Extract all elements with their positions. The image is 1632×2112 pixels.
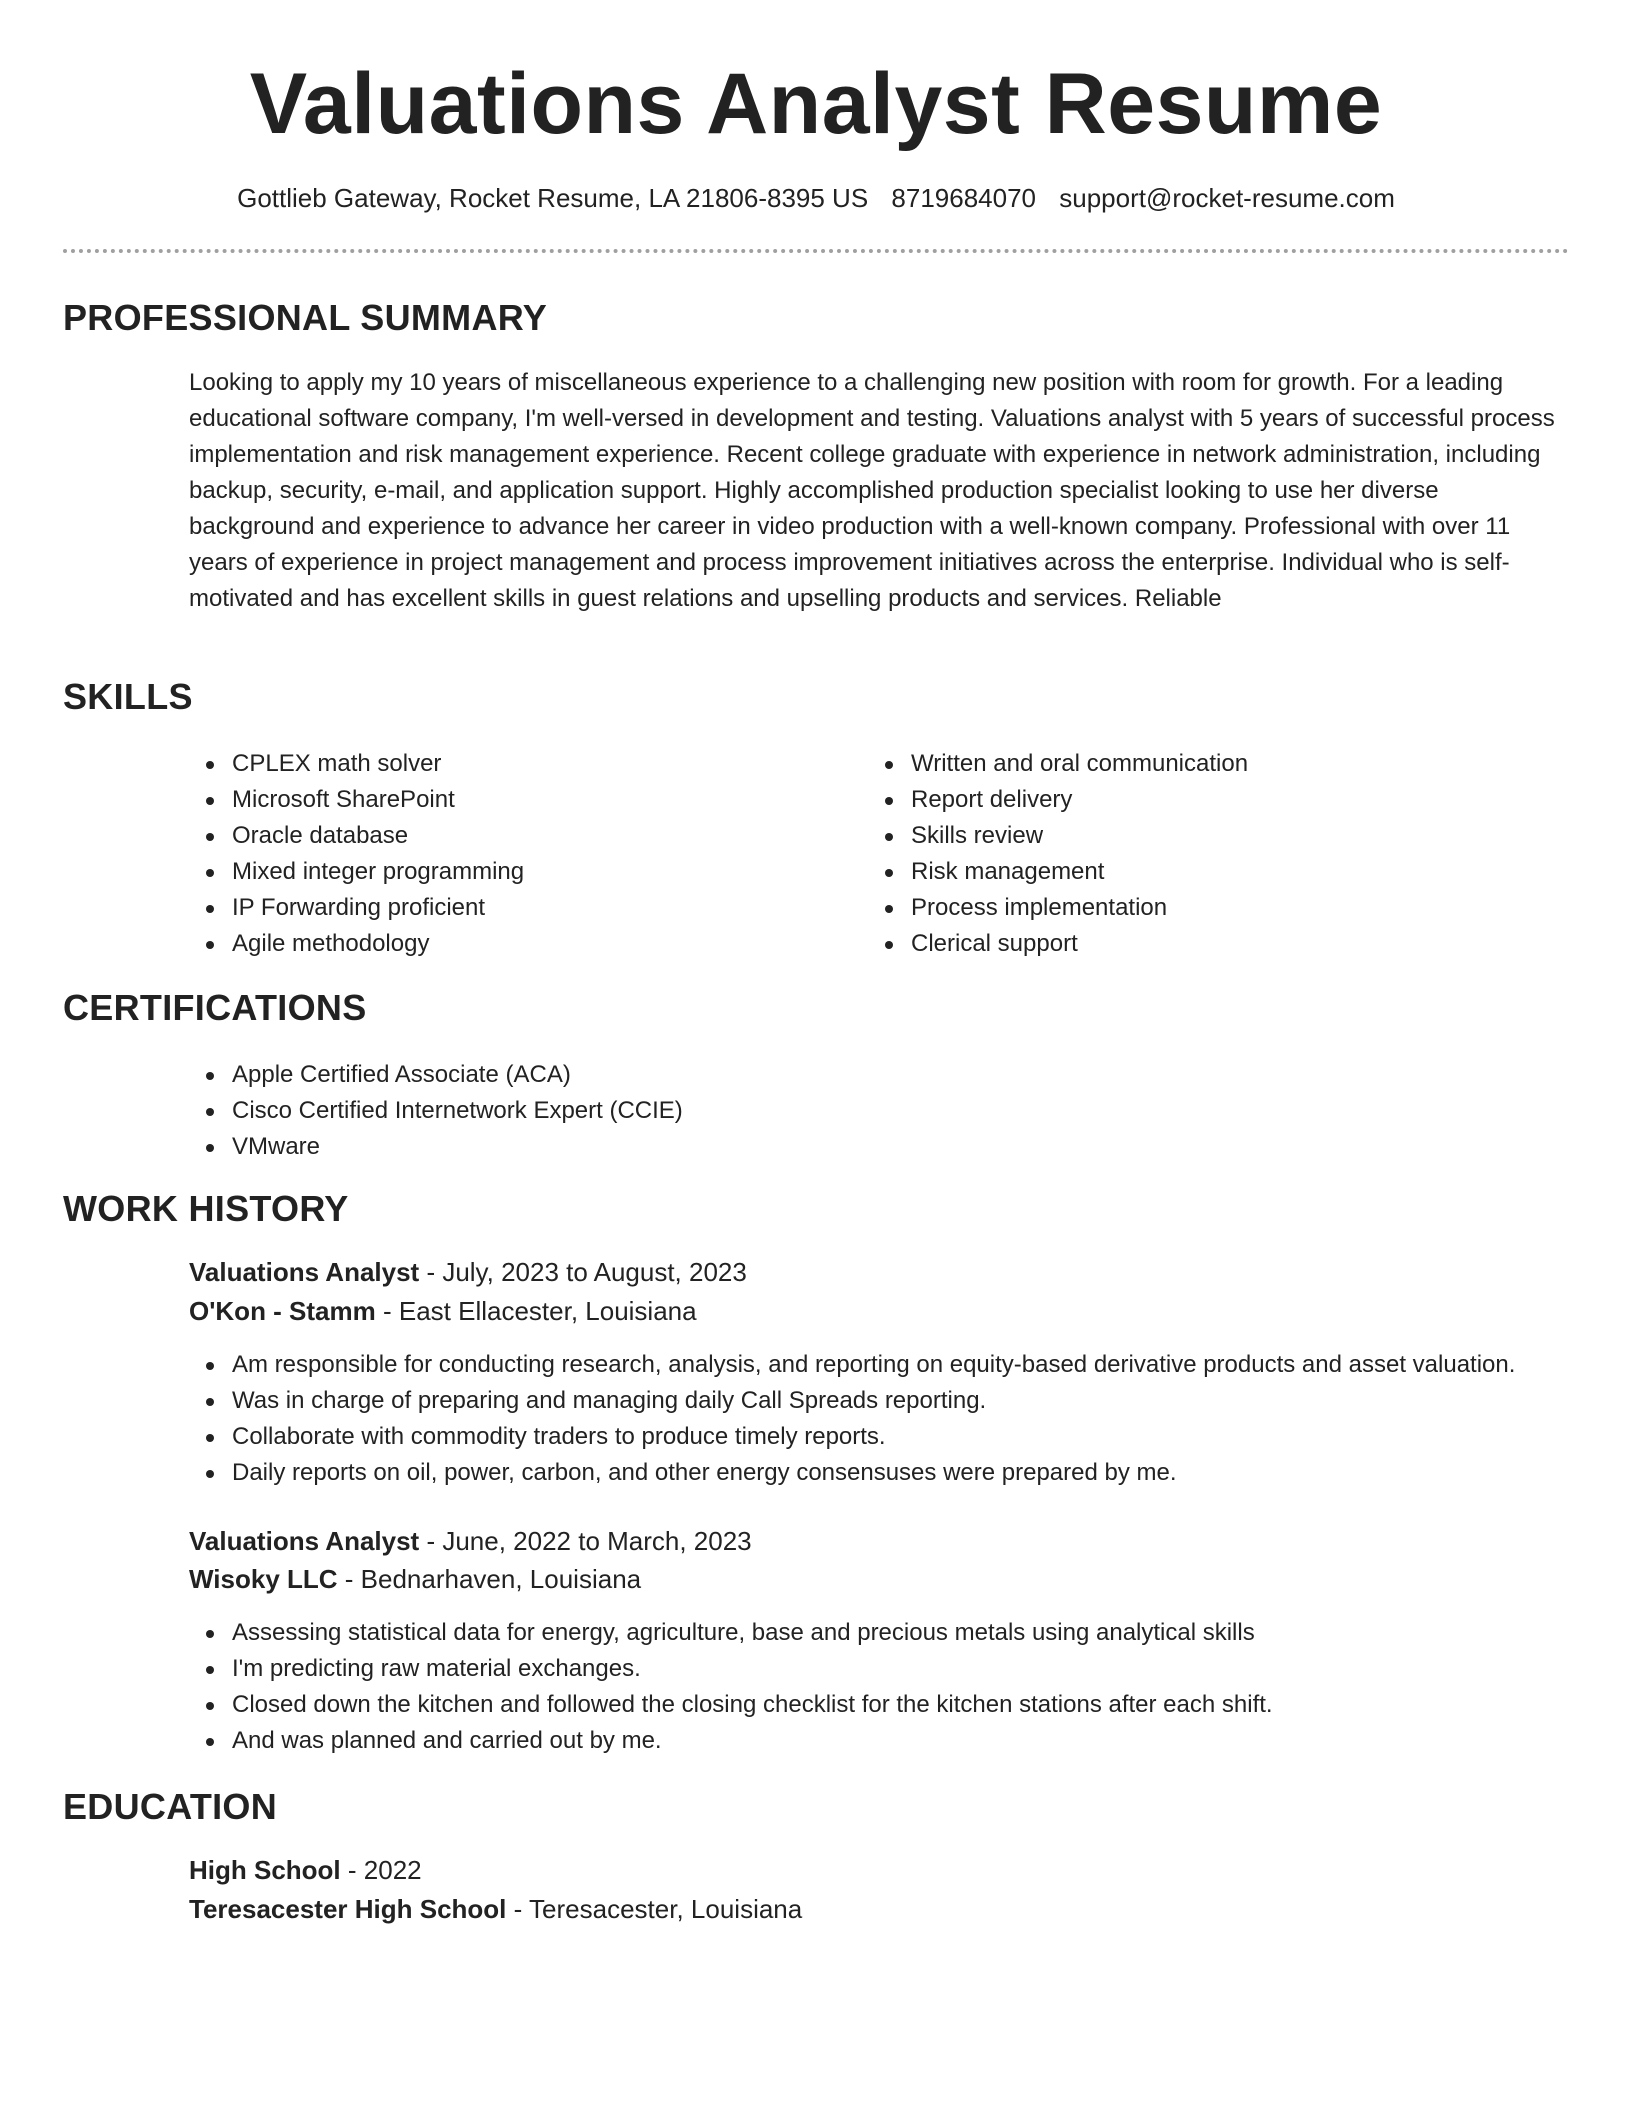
page-title: Valuations Analyst Resume	[249, 56, 1383, 152]
skill-item: Risk management	[868, 854, 1248, 890]
work-history-heading: WORK HISTORY	[63, 1188, 349, 1229]
education-degree-line	[189, 1852, 422, 1888]
skill-item: Clerical support	[868, 926, 1248, 962]
contact-email: support@rocket-resume.com	[1059, 183, 1395, 213]
contact-phone: 8719684070	[891, 183, 1037, 213]
skill-item: IP Forwarding proficient	[189, 890, 524, 926]
skill-item: Agile methodology	[189, 926, 524, 962]
job-duty-item: Assessing statistical data for energy, agriculture, base and precious metals using analytical skills	[189, 1615, 1273, 1651]
education-year: - 2022	[340, 1855, 422, 1885]
skills-heading: SKILLS	[63, 676, 193, 717]
summary-heading: PROFESSIONAL SUMMARY	[63, 297, 548, 338]
job-company: O'Kon - Stamm	[189, 1296, 376, 1326]
job-title-line	[189, 1523, 752, 1559]
certification-item: Cisco Certified Internetwork Expert (CCIE)	[189, 1093, 683, 1129]
job-company-line	[189, 1561, 641, 1597]
skill-item: Process implementation	[868, 890, 1248, 926]
skills-list-right	[868, 746, 1248, 962]
certifications-heading: CERTIFICATIONS	[63, 987, 367, 1028]
job-duty-item: And was planned and carried out by me.	[189, 1723, 1273, 1759]
job-duty-item: Daily reports on oil, power, carbon, and other energy consensuses were prepared by me.	[189, 1455, 1515, 1491]
job-title: Valuations Analyst	[189, 1257, 420, 1287]
skills-list-left	[189, 746, 524, 962]
job-duty-item: I'm predicting raw material exchanges.	[189, 1651, 1273, 1687]
skill-item: Skills review	[868, 818, 1248, 854]
skill-item: Oracle database	[189, 818, 524, 854]
skill-item: Written and oral communication	[868, 746, 1248, 782]
education-degree: High School	[189, 1855, 341, 1885]
contact-address: Gottlieb Gateway, Rocket Resume, LA 21806-8395 US	[237, 183, 869, 213]
job-company: Wisoky LLC	[189, 1564, 338, 1594]
job-duty-item: Collaborate with commodity traders to produce timely reports.	[189, 1419, 1515, 1455]
job-duties-list	[189, 1347, 1515, 1491]
skill-item: Microsoft SharePoint	[189, 782, 524, 818]
job-title: Valuations Analyst	[189, 1526, 420, 1556]
job-dates: - July, 2023 to August, 2023	[419, 1257, 747, 1287]
skill-item: Mixed integer programming	[189, 854, 524, 890]
education-heading: EDUCATION	[63, 1786, 278, 1827]
education-school-line	[189, 1891, 802, 1927]
job-location: - East Ellacester, Louisiana	[375, 1296, 697, 1326]
contact-info	[0, 180, 1632, 216]
summary-text: Looking to apply my 10 years of miscellaneous experience to a challenging new position with room for growth. For a leading educational software company, I'm well-versed in development and testing. Valuations analyst with 5 years of successful process implementation and risk management experience. Recent college graduate with experience in network administration, including backup, security, e-mail, and application support. Highly accomplished production specialist looking to use her diverse background and experience to advance her career in video production with a well-known company. Professional with over 11 years of experience in project management and process improvement initiatives across the enterprise. Individual who is self-motivated and has excellent skills in guest relations and upselling products and services. Reliable	[189, 369, 1555, 612]
job-duty-item: Was in charge of preparing and managing daily Call Spreads reporting.	[189, 1383, 1515, 1419]
education-school: Teresacester High School	[189, 1894, 507, 1924]
education-location: - Teresacester, Louisiana	[506, 1894, 803, 1924]
job-company-line	[189, 1293, 697, 1329]
certification-item: VMware	[189, 1129, 683, 1165]
skill-item: CPLEX math solver	[189, 746, 524, 782]
job-location: - Bednarhaven, Louisiana	[337, 1564, 642, 1594]
header-divider	[63, 249, 1569, 253]
job-title-line	[189, 1254, 747, 1290]
skill-item: Report delivery	[868, 782, 1248, 818]
job-duties-list	[189, 1615, 1273, 1759]
certifications-list	[189, 1057, 683, 1165]
job-duty-item: Am responsible for conducting research, analysis, and reporting on equity-based derivative products and asset valuation.	[189, 1347, 1515, 1383]
job-dates: - June, 2022 to March, 2023	[419, 1526, 752, 1556]
certification-item: Apple Certified Associate (ACA)	[189, 1057, 683, 1093]
job-duty-item: Closed down the kitchen and followed the closing checklist for the kitchen stations after each shift.	[189, 1687, 1273, 1723]
